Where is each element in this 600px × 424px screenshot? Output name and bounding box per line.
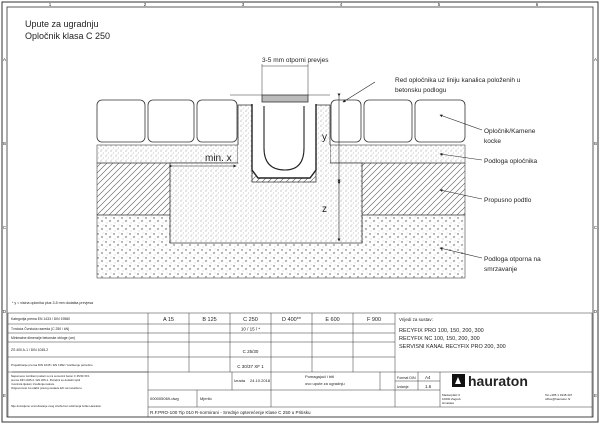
drawing-number: 000005069-dwg (150, 396, 179, 401)
products-header: Vrijedi za sustav: (399, 317, 433, 322)
row-label-strength: Tvrdoća Čvrstoća razreda (C 250 / kN) (11, 327, 70, 331)
paver-block (148, 100, 194, 142)
frame-row-e-right: E (593, 393, 598, 398)
c250-dimensions: 10 / 15 / * (240, 326, 261, 332)
frame-row-d-right: D (593, 309, 598, 314)
copyright-note: Nije dozvoljeno umnožavanje ovog crteža bez odobrenja tvrtke Hauraton (11, 404, 102, 408)
format-label: Format DIN (397, 376, 416, 380)
product-recyfix-pro: RECYFIX PRO 100, 150, 200, 300 (399, 328, 484, 334)
product-recyfix-nc: RECYFIX NC 100, 150, 200, 300 (399, 336, 480, 342)
callout-base: Podloga opločnika (484, 158, 538, 165)
frame-row-c: C (2, 225, 7, 230)
frame-col-3: 3 (241, 2, 245, 7)
brand-address-2: 10000 Zagreb (442, 397, 461, 401)
frame-row-b: B (2, 141, 7, 146)
brand-name: hauraton (468, 373, 528, 389)
note-line-4: Odgovornost za odabir pravog sustava leži na investitoru. (11, 386, 83, 390)
callout-row-line1: Red opločnika uz liniju kanalica položenih u (395, 77, 521, 84)
frame-row-b-right: B (593, 141, 598, 146)
paver-block (97, 100, 145, 142)
note-line-2: prema DIN 1045-2 / EN 206-1. Potrebni su dodatni ispiti (11, 378, 81, 382)
label-y: y (322, 132, 327, 143)
paver-block (331, 100, 361, 142)
drawing-subtitle: Opločnik klasa C 250 (25, 31, 111, 41)
channel-grate (262, 95, 308, 102)
row-label-dimensions: Minimalne dimenzije betonske obloge (cm) (11, 336, 76, 340)
frame-row-e: E (2, 393, 7, 398)
drawing-description: R.F.PRO-100 Tip 010 R-normirani - Srednje opterećenje Klase C 250 u Pritisku (150, 410, 311, 415)
c250-exposure: C 30/37 XF 1 (237, 364, 264, 369)
callout-pavers-line1: Opločnik/Kamene (484, 128, 536, 135)
brand-email: office@hauraton.hr (545, 397, 571, 401)
row-label-standard: ZS 400 A-1 / DIN 1045-2 (11, 348, 49, 352)
callout-subbase: Propusno podtlo (484, 197, 532, 204)
description-line-1: Pomagajući i biti (305, 374, 335, 379)
brand-address-1: Marketplatz 6 (442, 393, 461, 397)
frame-col-4: 4 (339, 2, 343, 7)
paver-block (197, 100, 237, 142)
brand-address-3: Hrvatska (442, 401, 454, 405)
brand-phone: Tel.+385 1 3348 407 (545, 393, 573, 397)
note-line-1: Napomena: korišteni podaci su za cementni beton C 25/30 XF1 (11, 374, 90, 378)
callout-pressure: 3-5 mm otporni prevjes (262, 57, 329, 64)
scale-label: Mjerilo (200, 396, 212, 401)
drainage-channel (252, 95, 316, 178)
class-c250: C 250 (243, 317, 258, 323)
frame-row-a-right: A (593, 57, 598, 62)
drawing-title: Upute za ugradnju (25, 19, 99, 29)
frame-row-a: A (2, 57, 7, 62)
paver-block (364, 100, 412, 142)
row-label-design: Projektiranje prema DIN 1045 / EN 1992 / korištenje potrebno (11, 363, 93, 367)
frame-col-6: 6 (535, 2, 539, 7)
channel-body-outer (252, 104, 316, 178)
date-value: 24.10.2018 (250, 378, 271, 383)
frame-col-1: 1 (48, 2, 52, 7)
footnote: * y = visina oplonika plus 3-5 mm dodatka prevjesa (12, 301, 94, 305)
frame-row-c-right: C (593, 225, 598, 230)
c250-concrete: C 25/30 (242, 349, 259, 354)
hauraton-logo (452, 373, 528, 389)
row-label-category: Kategorija prema EN 1433 / DIN 19580 (11, 317, 70, 321)
callout-pavers-line2: kocke (484, 138, 501, 145)
frame-col-2: 2 (143, 2, 147, 7)
format-value: A4 (425, 375, 431, 380)
class-d400: D 400** (282, 317, 301, 323)
frame-col-5: 5 (437, 2, 441, 7)
class-a15: A 15 (162, 317, 175, 323)
class-b125: B 125 (202, 317, 217, 323)
sheet-number: 1.6 (425, 384, 432, 389)
label-min-x: min. x (205, 153, 232, 164)
callout-frost-line1: Podloga otporna na (484, 256, 541, 263)
callout-frost-line2: smrzavanje (484, 266, 518, 273)
frame-row-d: D (2, 309, 7, 314)
note-line-3: i kontrola tijekom izvođenja radova. (11, 382, 55, 386)
class-e600: E 600 (325, 317, 340, 323)
date-label: Izrada (234, 378, 246, 383)
label-z: z (322, 204, 327, 215)
class-f900: F 900 (366, 317, 382, 323)
callout-row-line2: betonsku podlogu (395, 87, 447, 94)
description-line-2: ovo upute za ugradnju (305, 381, 345, 386)
sheet-label: Izdanje (397, 385, 409, 389)
product-service-channel: SERVISNI KANAL RECYFIX PRO 200, 300 (399, 344, 506, 350)
